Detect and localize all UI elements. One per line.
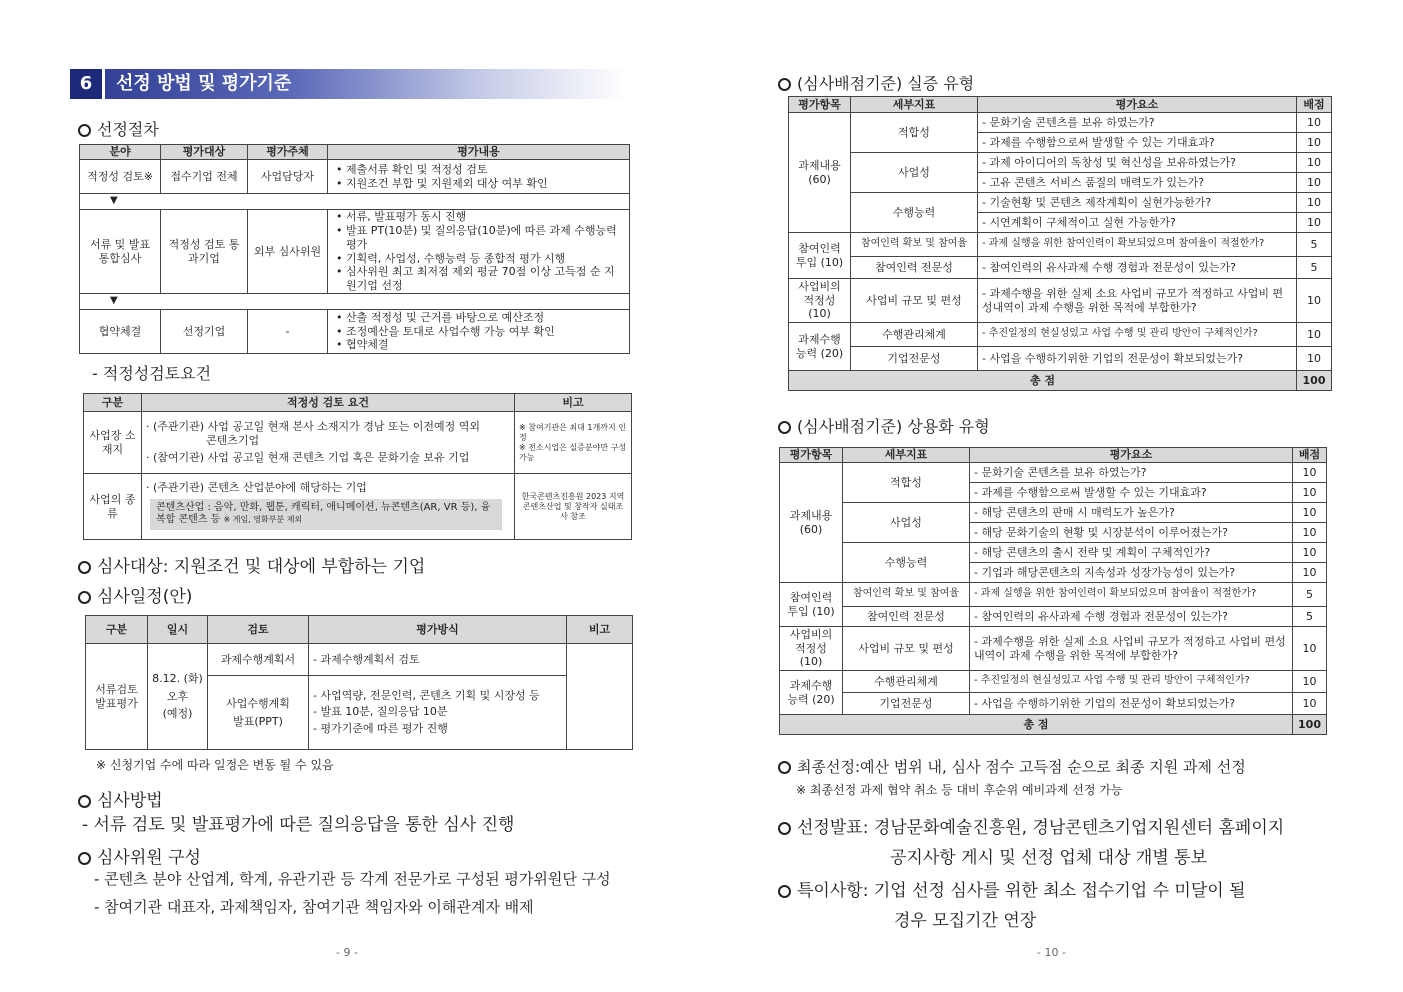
- committee-heading: 심사위원 구성: [78, 843, 201, 868]
- requirements-heading: - 적정성검토요건: [92, 364, 212, 383]
- special-notes: 특이사항: 기업 선정 심사를 위한 최소 접수기업 수 미달이 될: [778, 876, 1246, 901]
- circle-bullet-icon: [778, 885, 791, 898]
- circle-bullet-icon: [78, 561, 91, 574]
- page-number: - 9 -: [336, 946, 358, 959]
- requirements-table: 구분 적정성 검토 요건 비고 사업장 소재지 · (주관기관) 사업 공고일 현재 본사 소재지가 경남 또는 이전예정 역외 콘텐츠기업 · (참여기관) 사업 공고일 현재 콘텐츠 기업 혹은 문화기술 보유 기업 ※ 참여기관은 최대 1개까지 인정 ※ 전소시업은 실증분야만 구성가능 사업의 종류 · (주관기관) 콘텐츠 산업분야에 해당하는 기업 콘텐츠산업 : 음악, 만화, 웹툰, 캐릭터, 애니메이션, 뉴콘텐츠(AR, VR 등), 융복합 콘텐츠 등 ※ 게임, 영화부분 제외 한국콘텐츠진흥원 2023 지역콘텐츠산업 및 창작자 실태조사 참조: [83, 393, 632, 540]
- table-row: 협약체결 선정기업 - • 산출 적정성 및 근거를 바탕으로 예산조정 • 조정예산을 토대로 사업수행 가능 여부 확인 • 협약체결: [80, 310, 630, 354]
- col-header: 평가주체: [248, 145, 328, 160]
- col-header: 평가대상: [161, 145, 248, 160]
- procedure-table: [79, 144, 630, 354]
- circle-bullet-icon: [78, 124, 91, 137]
- circle-bullet-icon: [778, 822, 791, 835]
- circle-bullet-icon: [778, 761, 791, 774]
- special-notes-cont: 경우 모집기간 연장: [894, 911, 1037, 931]
- final-note: ※ 최종선정 과제 협약 취소 등 대비 후순위 예비과제 선정 가능: [796, 783, 1123, 797]
- committee-item-1: - 콘텐츠 분야 산업계, 학계, 유관기관 등 각계 전문가로 구성된 평가위원단 구성: [94, 870, 611, 888]
- scoring-demo-heading: (심사배점기준) 실증 유형: [778, 71, 974, 94]
- target-line: 심사대상: 지원조건 및 대상에 부합하는 기업: [78, 552, 425, 577]
- page-number: - 10 -: [1037, 946, 1066, 959]
- table-row: 서류 및 발표 통합심사 적정성 검토 통과기업 외부 심사위원 • 서류, 발표평가 동시 진행 • 발표 PT(10분) 및 질의응답(10분)에 따른 과제 수행능력 평가 • 기획력, 사업성, 수행능력 등 종합적 평가 시행 • 심사위원 최고 최저점 제외 평균 70점 이상 고득점 순 지원기업 선정: [80, 210, 630, 294]
- industry-box: 콘텐츠산업 : 음악, 만화, 웹툰, 캐릭터, 애니메이션, 뉴콘텐츠(AR, VR 등), 융복합 콘텐츠 등 ※ 게임, 영화부분 제외: [150, 499, 502, 530]
- col-header: 평가내용: [328, 145, 630, 160]
- schedule-table: 구분 일시 검토 평가방식 비고 서류검토 발표평가 8.12. (화) 오후 (예정) 과제수행계획서 - 과제수행계획서 검토 사업수행계획 발표(PPT) - 사업역량, 전문인력, 콘텐츠 기획 및 시장성 등 - 발표 10분, 질의응답 10분 - 평가기준에 따른 평가 진행: [85, 615, 633, 750]
- procedure-heading: 선정절차: [78, 117, 159, 140]
- table-row: 사업수행계획 발표(PPT) - 사업역량, 전문인력, 콘텐츠 기획 및 시장성 등 - 발표 10분, 질의응답 10분 - 평가기준에 따른 평가 진행: [86, 676, 633, 750]
- announcement: 선정발표: 경남문화예술진흥원, 경남콘텐츠기업지원센터 홈페이지: [778, 813, 1284, 838]
- schedule-note: ※ 신청기업 수에 따라 일정은 변동 될 수 있음: [96, 758, 334, 772]
- circle-bullet-icon: [78, 591, 91, 604]
- circle-bullet-icon: [778, 78, 791, 91]
- schedule-heading: 심사일정(안): [78, 582, 192, 607]
- scoring-commercial-table: 평가항목 세부지표 평가요소 배점 과제내용 (60) 적합성 - 문화기술 콘텐츠를 보유 하였는가? 10 - 과제를 수행함으로써 발생할 수 있는 기대효과? 10 사업성 - 해당 콘텐츠의 판매 시 매력도가 높은가? 10 - 해당 문화기술의 현황 및 시장분석이 이루어졌는가? 10 수행능력 - 해당 콘텐츠의 출시 전략 및 계획이 구체적인가? 10 - 기업과 해당콘텐츠의 지속성과 성장가능성이 있는가? 10 참여인력 투입 (10) 참여인력 확보 및 참여율 - 과제 실행을 위한 참여인력이 확보되었으며 참여율이 적절한가? 5 참여인력 전문성 - 참여인력의 유사과제 수행 경험과 전문성이 있는가? 5 사업비의 적정성 (10) 사업비 규모 및 편성 - 과제수행을 위한 실제 소요 사업비 규모가 적정하고 사업비 편성내역이 과제 수행을 위한 목적에 부합한가? 10 과제수행 능력 (20) 수행관리체계 - 추진일정의 현실성있고 사업 수행 및 관리 방안이 구체적인가? 10 기업전문성 - 사업을 수행하기위한 기업의 전문성이 확보되었는가? 10 총 점 100: [779, 447, 1327, 735]
- final-selection: 최종선정:예산 범위 내, 심사 점수 고득점 순으로 최종 지원 과제 선정: [778, 756, 1246, 777]
- table-row: 서류검토 발표평가 8.12. (화) 오후 (예정) 과제수행계획서 - 과제수행계획서 검토: [86, 644, 633, 676]
- down-arrow-icon: ▼: [80, 294, 630, 310]
- scoring-commercial-heading: (심사배점기준) 상용화 유형: [778, 414, 990, 437]
- circle-bullet-icon: [78, 852, 91, 865]
- method-heading: 심사방법: [78, 786, 163, 811]
- table-row: 사업장 소재지 · (주관기관) 사업 공고일 현재 본사 소재지가 경남 또는 이전예정 역외 콘텐츠기업 · (참여기관) 사업 공고일 현재 콘텐츠 기업 혹은 문화기술 보유 기업 ※ 참여기관은 최대 1개까지 인정 ※ 전소시업은 실증분야만 구성가능: [84, 412, 632, 474]
- announcement-cont: 공지사항 게시 및 선정 업체 대상 개별 통보: [890, 848, 1208, 868]
- circle-bullet-icon: [778, 421, 791, 434]
- method-text: - 서류 검토 및 발표평가에 따른 질의응답을 통한 심사 진행: [82, 815, 515, 835]
- table-row: 적정성 검토※ 접수기업 전체 사업담당자 • 제출서류 확인 및 적정성 검토 • 지원조건 부합 및 지원제외 대상 여부 확인: [80, 160, 630, 194]
- section-number: 6: [70, 69, 105, 99]
- col-header: 분야: [80, 145, 161, 160]
- committee-item-2: - 참여기관 대표자, 과제책임자, 참여기관 책임자와 이해관계자 배제: [94, 898, 534, 916]
- circle-bullet-icon: [78, 795, 91, 808]
- down-arrow-icon: ▼: [80, 194, 630, 210]
- scoring-demo-table: 평가항목 세부지표 평가요소 배점 과제내용 (60) 적합성 - 문화기술 콘텐츠를 보유 하였는가? 10 - 과제를 수행함으로써 발생할 수 있는 기대효과? 10 사업성 - 과제 아이디어의 독창성 및 혁신성을 보유하였는가? 10 - 고유 콘텐츠 서비스 품질의 매력도가 있는가? 10 수행능력 - 기술현황 및 콘텐츠 제작계획이 실현가능한가? 10 - 시연계획이 구체적이고 실현 가능한가? 10 참여인력 투입 (10) 참여인력 확보 및 참여율 - 과제 실행을 위한 참여인력이 확보되었으며 참여율이 적절한가? 5 참여인력 전문성 - 참여인력의 유사과제 수행 경험과 전문성이 있는가? 5 사업비의 적정성 (10) 사업비 규모 및 편성 - 과제수행을 위한 실제 소요 사업비 규모가 적정하고 사업비 편성내역이 과제 수행을 위한 목적에 부합한가? 10 과제수행 능력 (20) 수행관리체계 - 추진일정의 현실성있고 사업 수행 및 관리 방안이 구체적인가? 10 기업전문성 - 사업을 수행하기위한 기업의 전문성이 확보되었는가? 10 총 점 100: [788, 96, 1332, 391]
- table-row: 사업의 종류 · (주관기관) 콘텐츠 산업분야에 해당하는 기업 콘텐츠산업 : 음악, 만화, 웹툰, 캐릭터, 애니메이션, 뉴콘텐츠(AR, VR 등), 융복합 콘텐츠 등 ※ 게임, 영화부분 제외 한국콘텐츠진흥원 2023 지역콘텐츠산업 및 창작자 실태조사 참조: [84, 474, 632, 540]
- section-title: 선정 방법 및 평가기준: [116, 73, 292, 94]
- section-header: [70, 69, 626, 99]
